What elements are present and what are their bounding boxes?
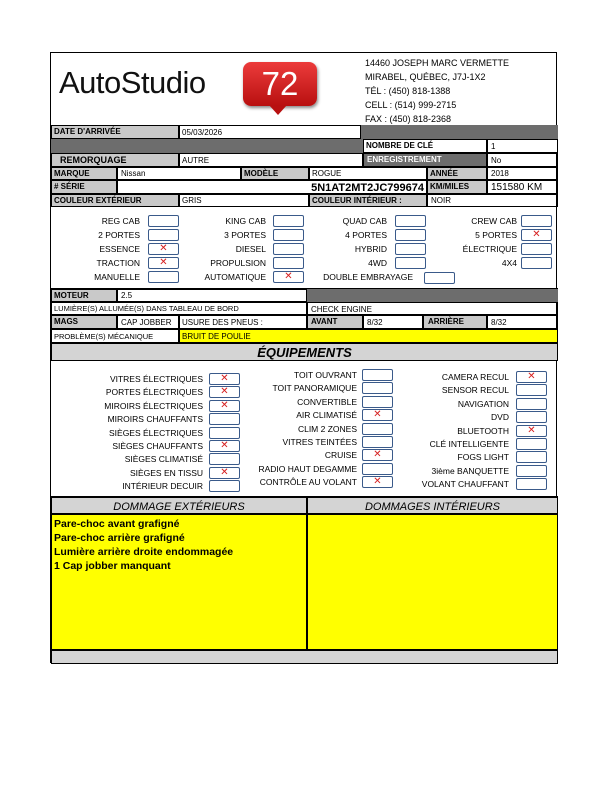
front-label: AVANT: [311, 317, 338, 326]
checkbox-sieges-chauffants[interactable]: [209, 440, 240, 452]
rear-label: ARRIÈRE: [428, 317, 465, 326]
date-label: DATE D'ARRIVÉE: [54, 127, 121, 136]
checkbox-cruise[interactable]: [362, 449, 393, 461]
equipment-header: [51, 343, 558, 361]
check-x-icon: ✕: [220, 466, 229, 478]
checkbox-radio-haut-degamme[interactable]: [362, 463, 393, 475]
equipment-section: [51, 361, 558, 497]
ext-damage-item: 1 Cap jobber manquant: [54, 560, 171, 572]
checkbox-navigation[interactable]: [516, 398, 547, 410]
motor-label: MOTEUR: [54, 291, 89, 300]
option-label-air-climatise: AIR CLIMATISÉ: [296, 410, 357, 421]
equipment-title: ÉQUIPEMENTS: [257, 345, 352, 360]
model-value-cell[interactable]: [309, 167, 427, 180]
ext-color-label-cell: [51, 194, 179, 207]
option-label-cle-intelligente: CLÉ INTELLIGENTE: [429, 439, 509, 449]
option-label-interieur-decuir: INTÉRIEUR DECUIR: [122, 481, 203, 492]
option-label-toit-panoramique: TOIT PANORAMIQUE: [272, 383, 357, 394]
km-value: 151580 KM: [491, 182, 543, 193]
option-label-dvd: DVD: [491, 412, 509, 423]
mech-label-cell: [51, 329, 179, 343]
motor-right-bg: [307, 289, 558, 302]
model-value: ROGUE: [312, 169, 342, 178]
logo-text: AutoStudio: [59, 65, 206, 100]
checkbox-2-portes[interactable]: [148, 229, 179, 241]
checkbox-hybrid[interactable]: [395, 243, 426, 255]
option-label-3ieme-banquette: 3ième BANQUETTE: [431, 465, 509, 476]
model-label-cell: [241, 167, 309, 180]
mech-label: PROBLÈME(S) MÉCANIQUE: [54, 332, 154, 341]
lights-value-cell[interactable]: [307, 302, 558, 315]
inspection-form: [50, 52, 557, 663]
int-color-label: COULEUR INTÉRIEUR :: [312, 196, 402, 205]
checkbox-automatique[interactable]: [273, 271, 304, 283]
address-tel: TÉL : (450) 818-1388: [365, 86, 451, 96]
checkbox-diesel[interactable]: [273, 243, 304, 255]
checkbox-4x4[interactable]: [521, 257, 552, 269]
checkbox-portes-electriques[interactable]: [209, 386, 240, 398]
check-x-icon: ✕: [373, 449, 382, 461]
rims-label-cell: [51, 315, 117, 329]
address-line1: 14460 JOSEPH MARC VERMETTE: [365, 58, 510, 68]
checkbox-bluetooth[interactable]: [516, 425, 547, 437]
keys-label-cell: [363, 139, 487, 153]
mech-value: BRUIT DE POULIE: [182, 332, 251, 341]
option-label-cruise: CRUISE: [324, 450, 357, 461]
lights-label-cell: [51, 302, 307, 315]
checkbox-sieges-climatise[interactable]: [209, 453, 240, 465]
int-damage-box[interactable]: [307, 514, 558, 650]
check-x-icon: ✕: [284, 271, 293, 282]
row-keys-left-bg: [51, 139, 363, 153]
option-label-sieges-electriques: SIÈGES ÉLECTRIQUES: [109, 427, 203, 438]
ext-damage-item: Pare-choc avant grafigné: [54, 518, 180, 530]
check-x-icon: ✕: [532, 229, 541, 240]
option-label-navigation: NAVIGATION: [457, 398, 509, 409]
option-label-king-cab: KING CAB: [225, 216, 266, 226]
option-label-hybrid: HYBRID: [354, 244, 387, 254]
make-value-cell[interactable]: [117, 167, 241, 180]
checkbox-volant-chauffant[interactable]: [516, 478, 547, 490]
km-label: KM/MILES: [430, 182, 470, 191]
rims-value: CAP JOBBER: [121, 318, 172, 327]
ext-color-label: COULEUR EXTÉRIEUR: [54, 196, 142, 205]
option-label-miroirs-chauffants: MIROIRS CHAUFFANTS: [107, 414, 203, 425]
checkbox-convertible[interactable]: [362, 396, 393, 408]
ext-damage-header: [51, 497, 307, 514]
logo-number: 72: [261, 65, 299, 102]
check-x-icon: ✕: [527, 424, 536, 436]
checkbox-air-climatise[interactable]: [362, 409, 393, 421]
checkbox-double-embrayage[interactable]: [424, 272, 455, 284]
option-label-vitres-electriques: VITRES ÉLECTRIQUES: [109, 374, 203, 384]
int-color-label-cell: [309, 194, 427, 207]
option-label-sieges-chauffants: SIÈGES CHAUFFANTS: [112, 441, 203, 451]
keys-label: NOMBRE DE CLÉ: [366, 141, 434, 150]
km-label-cell: [427, 180, 487, 194]
option-label-fogs-light: FOGS LIGHT: [457, 452, 509, 463]
check-x-icon: ✕: [220, 386, 229, 398]
make-value: Nissan: [121, 169, 146, 178]
km-value-cell[interactable]: [487, 180, 558, 194]
front-label-cell: [307, 315, 363, 329]
checkbox-traction[interactable]: [148, 257, 179, 269]
keys-value-cell[interactable]: [487, 139, 558, 153]
logo-bubble: [243, 62, 317, 106]
checkbox-3-portes[interactable]: [273, 229, 304, 241]
int-color-value: NOIR: [431, 196, 451, 205]
option-label-miroirs-electriques: MIROIRS ÉLECTRIQUES: [104, 400, 203, 411]
checkbox-camera-recul[interactable]: [516, 371, 547, 383]
option-label-3-portes: 3 PORTES: [224, 230, 266, 240]
checkbox-miroirs-chauffants[interactable]: [209, 413, 240, 425]
checkbox-sieges-electriques[interactable]: [209, 427, 240, 439]
check-x-icon: ✕: [220, 440, 229, 451]
logo: [57, 59, 327, 121]
option-label-sieges-climatise: SIÈGES CLIMATISÉ: [124, 454, 203, 465]
checkbox-interieur-decuir[interactable]: [209, 480, 240, 492]
int-damage-header: [307, 497, 558, 514]
address-fax: FAX : (450) 818-2368: [365, 114, 452, 124]
rear-value-cell[interactable]: [487, 315, 558, 329]
make-label-cell: [51, 167, 117, 180]
address-cell: CELL : (514) 999-2715: [365, 100, 457, 110]
option-label-volant-chauffant: VOLANT CHAUFFANT: [421, 479, 509, 490]
option-label-propulsion: PROPULSION: [210, 258, 266, 268]
tow-value-cell[interactable]: [179, 153, 363, 167]
check-x-icon: ✕: [220, 399, 229, 411]
option-label-reg-cab: REG CAB: [101, 216, 140, 226]
option-label-automatique: AUTOMATIQUE: [204, 272, 266, 282]
option-label-camera-recul: CAMERA RECUL: [441, 372, 509, 382]
check-x-icon: ✕: [159, 243, 168, 254]
checkbox-reg-cab[interactable]: [148, 215, 179, 227]
body-type-section: [51, 207, 558, 289]
tire-label: USURE DES PNEUS :: [182, 318, 263, 327]
checkbox-essence[interactable]: [148, 243, 179, 255]
reg-value: No: [491, 156, 502, 165]
checkbox-fogs-light[interactable]: [516, 451, 547, 463]
date-value: 05/03/2026: [182, 128, 223, 137]
option-label-sensor-recul: SENSOR RECUL: [441, 385, 509, 396]
option-label-crew-cab: CREW CAB: [471, 216, 517, 226]
checkbox-vitres-teintees[interactable]: [362, 436, 393, 448]
option-label-bluetooth: BLUETOOTH: [457, 425, 509, 436]
checkbox-toit-ouvrant[interactable]: [362, 369, 393, 381]
ext-color-value: GRIS: [182, 196, 202, 205]
check-x-icon: ✕: [159, 257, 168, 268]
serial-label: # SÉRIE: [54, 182, 85, 191]
date-value-cell[interactable]: [179, 125, 361, 139]
checkbox-king-cab[interactable]: [273, 215, 304, 227]
year-value-cell[interactable]: [487, 167, 558, 180]
checkbox-4-portes[interactable]: [395, 229, 426, 241]
option-label-portes-electriques: PORTES ÉLECTRIQUES: [105, 387, 203, 398]
checkbox-4wd[interactable]: [395, 257, 426, 269]
front-value-cell[interactable]: [363, 315, 423, 329]
tow-label-cell: [51, 153, 179, 167]
lights-label: LUMIÈRE(S) ALLUMÉE(S) DANS TABLEAU DE BORD: [54, 304, 239, 313]
serial-value: 5N1AT2MT2JC799674: [311, 182, 424, 194]
front-value: 8/32: [367, 318, 383, 327]
checkbox-3ieme-banquette[interactable]: [516, 465, 547, 477]
checkbox-quad-cab[interactable]: [395, 215, 426, 227]
int-damage-title: DOMMAGES INTÉRIEURS: [364, 501, 501, 513]
rims-label: MAGS: [54, 317, 78, 326]
year-value: 2018: [491, 169, 509, 178]
checkbox-propulsion[interactable]: [273, 257, 304, 269]
reg-label: ENREGISTREMENT: [367, 155, 442, 164]
checkbox-dvd[interactable]: [516, 411, 547, 423]
year-label-cell: [427, 167, 487, 180]
model-label: MODÈLE: [244, 169, 279, 178]
checkbox-toit-panoramique[interactable]: [362, 382, 393, 394]
tow-value: AUTRE: [182, 156, 210, 165]
tire-label-cell: [179, 315, 307, 329]
checkbox-controle-au-volant[interactable]: [362, 476, 393, 488]
check-x-icon: ✕: [220, 373, 229, 384]
rear-value: 8/32: [491, 318, 507, 327]
motor-value: 2.5: [121, 291, 133, 300]
option-label-radio-haut-degamme: RADIO HAUT DEGAMME: [258, 463, 357, 474]
option-label-electrique: ÉLECTRIQUE: [462, 244, 517, 254]
serial-value-cell[interactable]: [117, 180, 427, 194]
tow-label: REMORQUAGE: [60, 155, 127, 165]
rims-value-cell[interactable]: [117, 315, 179, 329]
address-line2: MIRABEL, QUÉBEC, J7J-1X2: [365, 72, 486, 82]
keys-value: 1: [491, 142, 496, 151]
ext-damage-item: Lumière arrière droite endommagée: [54, 546, 234, 558]
check-x-icon: ✕: [527, 371, 536, 382]
lights-value: CHECK ENGINE: [311, 305, 372, 314]
checkbox-electrique[interactable]: [521, 243, 552, 255]
checkbox-cle-intelligente[interactable]: [516, 438, 547, 450]
motor-label-cell: [51, 289, 117, 302]
make-label: MARQUE: [54, 169, 90, 178]
checkbox-sensor-recul[interactable]: [516, 384, 547, 396]
year-label: ANNÉE: [430, 169, 459, 178]
mech-value-cell[interactable]: [179, 329, 558, 343]
ext-damage-item: Pare-choc arrière grafigné: [54, 532, 185, 544]
checkbox-miroirs-electriques[interactable]: [209, 400, 240, 412]
serial-label-cell: [51, 180, 117, 194]
option-label-4wd: 4WD: [368, 258, 387, 268]
address-block: [365, 56, 555, 126]
checkbox-vitres-electriques[interactable]: [209, 373, 240, 385]
option-label-2-portes: 2 PORTES: [98, 230, 140, 240]
option-label-clim-2-zones: CLIM 2 ZONES: [297, 423, 357, 434]
footer-bar: [51, 650, 558, 664]
checkbox-sieges-en-tissu[interactable]: [209, 467, 240, 479]
option-label-diesel: DIESEL: [235, 244, 266, 254]
option-label-5-portes: 5 PORTES: [475, 230, 517, 240]
ext-damage-box[interactable]: [51, 514, 307, 650]
rear-label-cell: [423, 315, 487, 329]
checkbox-crew-cab[interactable]: [521, 215, 552, 227]
logo-bubble-tail: [269, 105, 287, 115]
option-label-essence: ESSENCE: [99, 244, 140, 254]
option-label-convertible: CONVERTIBLE: [297, 396, 357, 407]
option-label-vitres-teintees: VITRES TEINTÉES: [282, 437, 357, 447]
reg-value-cell[interactable]: [487, 153, 558, 167]
option-label-manuelle: MANUELLE: [94, 272, 140, 282]
motor-value-cell[interactable]: [117, 289, 307, 302]
option-label-4x4: 4X4: [501, 258, 517, 268]
checkbox-5-portes[interactable]: [521, 229, 552, 241]
option-label-quad-cab: QUAD CAB: [342, 216, 387, 226]
check-x-icon: ✕: [373, 409, 382, 421]
date-label-cell: [51, 125, 179, 139]
option-label-toit-ouvrant: TOIT OUVRANT: [294, 370, 357, 380]
reg-label-cell: [363, 153, 487, 167]
option-label-double-embrayage: DOUBLE EMBRAYAGE: [323, 272, 413, 282]
ext-color-value-cell[interactable]: [179, 194, 309, 207]
int-color-value-cell[interactable]: [427, 194, 558, 207]
option-label-controle-au-volant: CONTRÔLE AU VOLANT: [259, 477, 357, 488]
option-label-traction: TRACTION: [96, 258, 140, 268]
checkbox-manuelle[interactable]: [148, 271, 179, 283]
check-x-icon: ✕: [373, 476, 382, 488]
checkbox-clim-2-zones[interactable]: [362, 423, 393, 435]
ext-damage-title: DOMMAGE EXTÉRIEURS: [113, 501, 245, 513]
option-label-4-portes: 4 PORTES: [345, 230, 387, 240]
option-label-sieges-en-tissu: SIÈGES EN TISSU: [129, 467, 203, 478]
